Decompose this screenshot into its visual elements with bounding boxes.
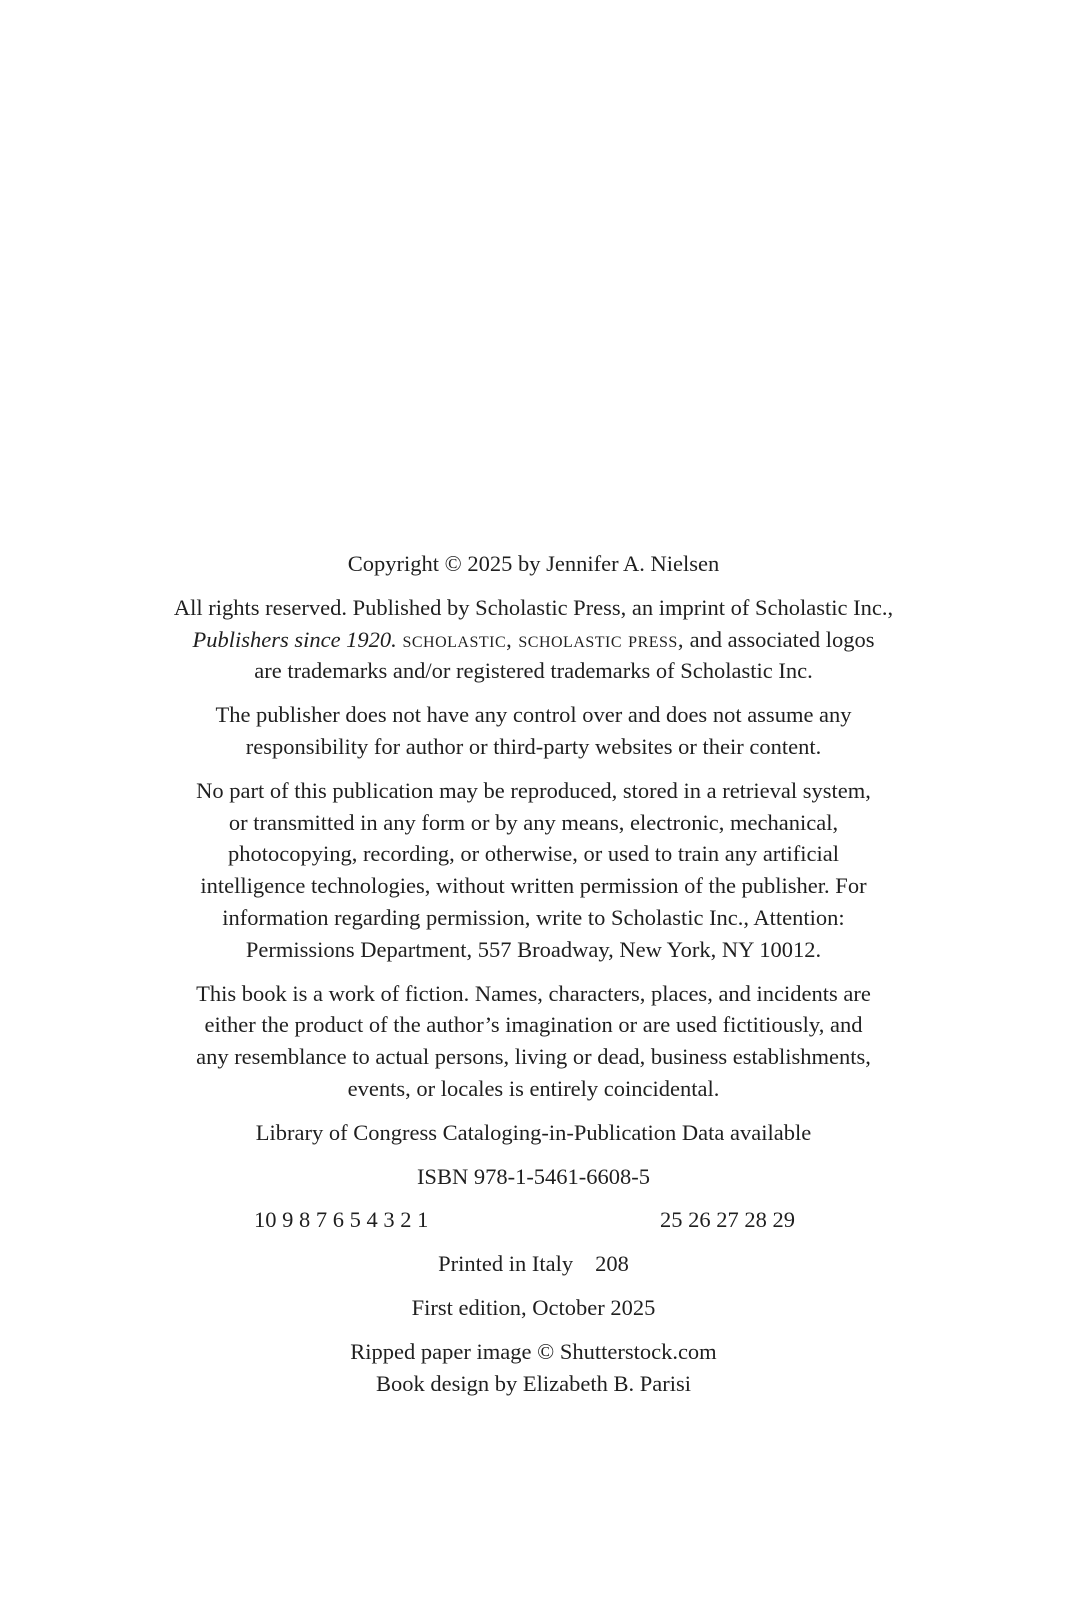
rights-line-3: are trademarks and/or registered trademarks of Scholastic Inc. — [254, 658, 813, 684]
isbn-line: ISBN 978-1-5461-6608-5 — [416, 1163, 651, 1189]
edition-paragraph — [0, 1292, 1067, 1324]
copyright-notice — [0, 548, 1067, 580]
rights-line-2-rest: and associated logos — [689, 626, 875, 652]
cataloging-paragraph — [0, 1117, 1067, 1149]
printed-in-line — [0, 1248, 1067, 1280]
permissions-line: No part of this publication may be reproduced, stored in a retrieval system, — [196, 777, 871, 803]
fiction-line: either the product of the author’s imagination or are used fictitiously, and — [204, 1012, 863, 1038]
publishers-since-text: Publishers since 1920. — [192, 626, 397, 652]
permissions-line: or transmitted in any form or by any means, electronic, mechanical, — [228, 809, 839, 835]
cataloging-line: Library of Congress Cataloging-in-Publication Data available — [255, 1119, 812, 1145]
copyright-line: Copyright © 2025 by Jennifer A. Nielsen — [347, 551, 720, 576]
printing-line — [0, 1204, 1067, 1236]
rights-line-2 — [0, 624, 1067, 656]
trademark-names: scholastic, scholastic press, — [402, 626, 684, 652]
permissions-line: photocopying, recording, or otherwise, or used to train any artificial — [227, 841, 840, 867]
printed-in-country: Printed in Italy — [438, 1251, 574, 1277]
fiction-disclaimer-paragraph — [0, 978, 1067, 1105]
fiction-line: any resemblance to actual persons, living or dead, business establishments, — [196, 1044, 871, 1070]
rights-line-1: All rights reserved. Published by Scholastic Press, an imprint of Scholastic Inc., — [173, 594, 894, 620]
disclaimer-paragraph — [0, 699, 1067, 763]
fiction-line: This book is a work of fiction. Names, characters, places, and incidents are — [196, 980, 871, 1006]
design-credit-line: Book design by Elizabeth B. Parisi — [376, 1370, 691, 1396]
printed-in-paragraph — [0, 1248, 1067, 1280]
permissions-line: Permissions Department, 557 Broadway, New York, NY 10012. — [245, 936, 822, 962]
permissions-paragraph — [0, 775, 1067, 966]
disclaimer-line: responsibility for author or third-party websites or their content. — [245, 733, 822, 759]
permissions-line: information regarding permission, write to Scholastic Inc., Attention: — [222, 904, 845, 930]
copyright-page — [0, 548, 1067, 1411]
image-credit-line: Ripped paper image © Shutterstock.com — [350, 1338, 717, 1364]
printing-numbers: 10 9 8 7 6 5 4 3 2 1 — [254, 1207, 429, 1233]
fiction-line: events, or locales is entirely coincidental. — [347, 1075, 720, 1101]
permissions-line: intelligence technologies, without written permission of the publisher. For — [200, 873, 867, 899]
isbn-paragraph — [0, 1161, 1067, 1193]
printer-code: 208 — [595, 1251, 629, 1277]
year-numbers: 25 26 27 28 29 — [660, 1207, 795, 1233]
disclaimer-line: The publisher does not have any control over and does not assume any — [215, 702, 852, 728]
rights-paragraph — [0, 592, 1067, 687]
edition-line: First edition, October 2025 — [411, 1294, 656, 1320]
credits-paragraph — [0, 1336, 1067, 1400]
